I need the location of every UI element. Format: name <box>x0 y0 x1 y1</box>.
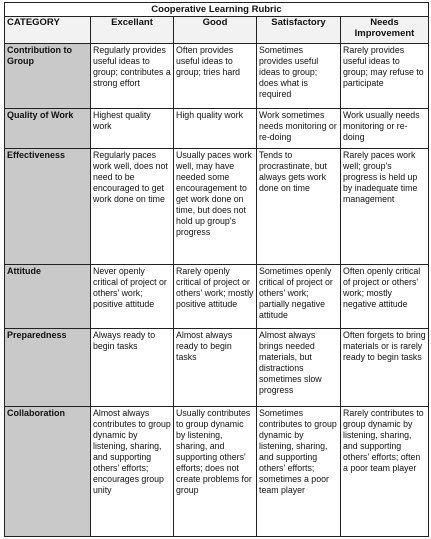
rating-satisfactory: Work sometimes needs monitoring or re-doing <box>257 109 341 149</box>
rating-excellent: Never openly critical of project or others' work; positive attitude <box>91 265 174 329</box>
rating-satisfactory: Tends to procrastinate, but always gets work done on time <box>257 149 341 265</box>
rating-excellent: Regularly paces work well, does not need to be encouraged to get work done on time <box>91 149 174 265</box>
category-label: Contribution to Group <box>5 44 91 109</box>
row-collaboration <box>5 407 429 537</box>
rating-excellent: Regularly provides useful ideas to group; contributes a strong effort <box>91 44 174 109</box>
rubric-title: Cooperative Learning Rubric <box>5 3 429 17</box>
rating-excellent: Always ready to begin tasks <box>91 329 174 407</box>
rating-needs-improvement: Often forgets to bring materials or is rarely ready to begin tasks <box>341 329 429 407</box>
rating-needs-improvement: Work usually needs monitoring or re-doing <box>341 109 429 149</box>
header-needs-improvement: Needs Improvement <box>341 17 429 44</box>
category-label: Attitude <box>5 265 91 329</box>
row-preparedness <box>5 329 429 407</box>
row-effectiveness <box>5 149 429 265</box>
rating-good: Rarely openly critical of project or others' work; mostly positive attitude <box>174 265 257 329</box>
category-label: Effectiveness <box>5 149 91 265</box>
rating-needs-improvement: Rarely provides useful ideas to group; may refuse to participate <box>341 44 429 109</box>
rating-satisfactory: Sometimes contributes to group dynamic by listening, sharing, and supporting others' efforts; sometimes a poor team player <box>257 407 341 537</box>
rating-good: High quality work <box>174 109 257 149</box>
header-category: CATEGORY <box>5 17 91 44</box>
header-satisfactory: Satisfactory <box>257 17 341 44</box>
rating-needs-improvement: Often openly critical of project or others' work; mostly negative attitude <box>341 265 429 329</box>
rating-good: Usually contributes to group dynamic by listening, sharing, and supporting others' efforts; does not create problems for group <box>174 407 257 537</box>
rating-satisfactory: Sometimes openly critical of project or others' work; partially negative attitude <box>257 265 341 329</box>
cooperative-learning-rubric-table <box>4 2 429 537</box>
row-contribution-to-group <box>5 44 429 109</box>
header-row <box>5 17 429 44</box>
row-attitude <box>5 265 429 329</box>
category-label: Quality of Work <box>5 109 91 149</box>
rating-needs-improvement: Rarely paces work well; group's progress is held up by inadequate time management <box>341 149 429 265</box>
rating-satisfactory: Sometimes provides useful ideas to group; does what is required <box>257 44 341 109</box>
rating-good: Often provides useful ideas to group; tries hard <box>174 44 257 109</box>
rating-satisfactory: Almost always brings needed materials, but distractions sometimes slow progress <box>257 329 341 407</box>
row-quality-of-work <box>5 109 429 149</box>
rating-needs-improvement: Rarely contributes to group dynamic by listening, sharing, and supporting others' efforts; often a poor team player <box>341 407 429 537</box>
category-label: Collaboration <box>5 407 91 537</box>
rating-excellent: Highest quality work <box>91 109 174 149</box>
header-excellent: Excellant <box>91 17 174 44</box>
rating-excellent: Almost always contributes to group dynamic by listening, sharing, and supporting others' efforts; encourages group unity <box>91 407 174 537</box>
rating-good: Almost always ready to begin tasks <box>174 329 257 407</box>
category-label: Preparedness <box>5 329 91 407</box>
title-row <box>5 3 429 17</box>
header-good: Good <box>174 17 257 44</box>
rating-good: Usually paces work well, may have needed some encouragement to get work done on time, but does not hold up group's progress <box>174 149 257 265</box>
